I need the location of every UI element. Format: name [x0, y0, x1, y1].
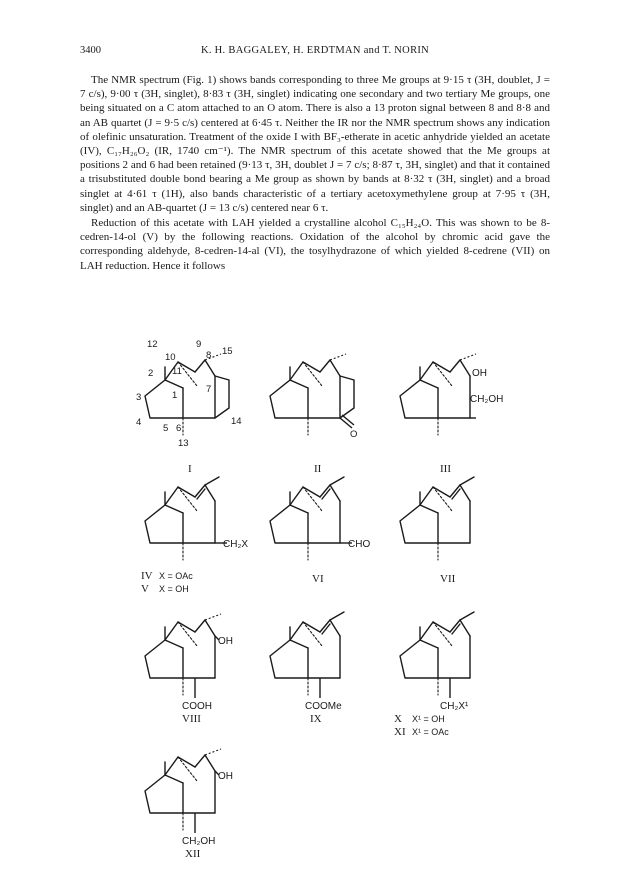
atom-number-12: 12	[147, 339, 158, 350]
label-XI: XI	[394, 726, 406, 738]
atom-number-13: 13	[178, 438, 189, 449]
label-V: V	[141, 583, 149, 595]
definition-V: X = OH	[159, 584, 189, 594]
page-number: 3400	[80, 45, 101, 56]
structure-VII-skeleton	[400, 477, 474, 560]
substituent-CH2X1: CH₂X¹	[440, 701, 469, 712]
structure-I	[136, 339, 242, 475]
atom-number-5: 5	[163, 423, 169, 434]
atom-number-14: 14	[231, 416, 242, 427]
atom-number-2: 2	[148, 368, 154, 379]
label-IV: IV	[141, 570, 153, 582]
structure-X-XI	[394, 612, 474, 738]
structure-III-skeleton	[400, 360, 470, 435]
structure-XII	[145, 749, 233, 860]
label-VI: VI	[312, 573, 324, 585]
label-VII: VII	[440, 573, 456, 585]
substituent-COOMe: COOMe	[305, 701, 342, 712]
structure-IV-V	[141, 477, 248, 595]
structure-III	[400, 354, 503, 475]
atom-number-9: 9	[196, 339, 202, 350]
substituent-CHO: CHO	[348, 539, 371, 550]
paragraph: Reduction of this acetate with LAH yielded a crystalline alcohol C₁₅H₂₄O. This was shown to be 8-cedren-14-ol (V) by the following reactions. Oxidation of the alcohol by chromic acid gave the corresponding aldehyde, 8-cedren-14-al (VI), the tosylhydrazone of which yielded 8-cedrene (VII) on LAH reduction. Hence it follows	[80, 217, 550, 272]
atom-number-7: 7	[206, 384, 212, 395]
label-IX: IX	[310, 713, 322, 725]
label-VIII: VIII	[182, 713, 201, 725]
atom-number-8: 8	[206, 350, 212, 361]
atom-number-11: 11	[172, 366, 182, 377]
substituent-CH2X: CH₂X	[223, 539, 248, 550]
atom-number-15: 15	[222, 346, 233, 357]
atom-number-4: 4	[136, 417, 142, 428]
atom-number-6: 6	[176, 423, 182, 434]
substituent-OH: OH	[218, 771, 233, 782]
definition-IV: X = OAc	[159, 571, 193, 581]
substituent-CH2OH: CH₂OH	[182, 836, 216, 847]
substituent-OH: OH	[472, 368, 487, 379]
running-head-authors: K. H. BAGGALEY, H. ERDTMAN and T. NORIN	[200, 45, 430, 56]
structure-IX	[270, 612, 344, 725]
atom-number-10: 10	[165, 352, 176, 363]
structure-VII	[400, 477, 474, 585]
structure-VI	[270, 477, 370, 585]
structure-VIII-skeleton	[145, 620, 215, 695]
structure-X-skeleton	[400, 612, 474, 695]
structure-II	[270, 354, 357, 475]
structure-II-skeleton	[270, 360, 340, 435]
label-X: X	[394, 713, 402, 725]
atom-number-1: 1	[172, 390, 178, 401]
definition-XI: X¹ = OAc	[412, 727, 449, 737]
definition-X: X¹ = OH	[412, 714, 445, 724]
paragraph: The NMR spectrum (Fig. 1) shows bands corresponding to three Me groups at 9·15 τ (3H, doublet, J = 7 c/s), 9·00 τ (3H, singlet), 8·83 τ (3H, singlet) indicating one secondary and two tertiary Me groups, one being situated on a C atom attached to an O atom. There is also a 13 proton signal between 8 and 8·8 and an AB quartet (J = 9·5 c/s) centered at 6·45 τ. Neither the IR nor the NMR spectrum shows any indication of olefinic unsaturation. Treatment of the oxide I with BF₃-etherate in acetic anhydride yielded an acetate (IV), C₁₇H₂₆O₂ (IR, 1740 cm⁻¹). The NMR spectrum of this acetate showed that the Me groups at positions 2 and 6 had been retained (9·13 τ, 3H, doublet J = 7 c/s; 8·87 τ, 3H, singlet) and that it contained a trisubstituted double bond bearing a Me group as shown by bands at 8·32 τ (3H, singlet) and a broad singlet at 4·61 τ (1H), also bands characteristic of a tertiary acetoxymethylene group at 7·95 τ (3H, singlet) and an AB-quartet (J = 13 c/s) centered near 6 τ.	[80, 74, 550, 214]
structure-VI-skeleton	[270, 477, 344, 560]
atom-number-3: 3	[136, 392, 142, 403]
structure-IX-skeleton	[270, 612, 344, 695]
svg-text:O: O	[350, 429, 358, 440]
label-III: III	[440, 463, 451, 475]
substituent-CH2OH: CH₂OH	[470, 394, 504, 405]
substituent-OH: OH	[218, 636, 233, 647]
label-XII: XII	[185, 848, 201, 860]
substituent-COOH: COOH	[182, 701, 212, 712]
label-II: II	[314, 463, 322, 475]
structure-IV-skeleton	[145, 477, 219, 560]
structure-VIII	[145, 614, 233, 725]
structure-XII-skeleton	[145, 755, 215, 830]
label-I: I	[188, 463, 192, 475]
